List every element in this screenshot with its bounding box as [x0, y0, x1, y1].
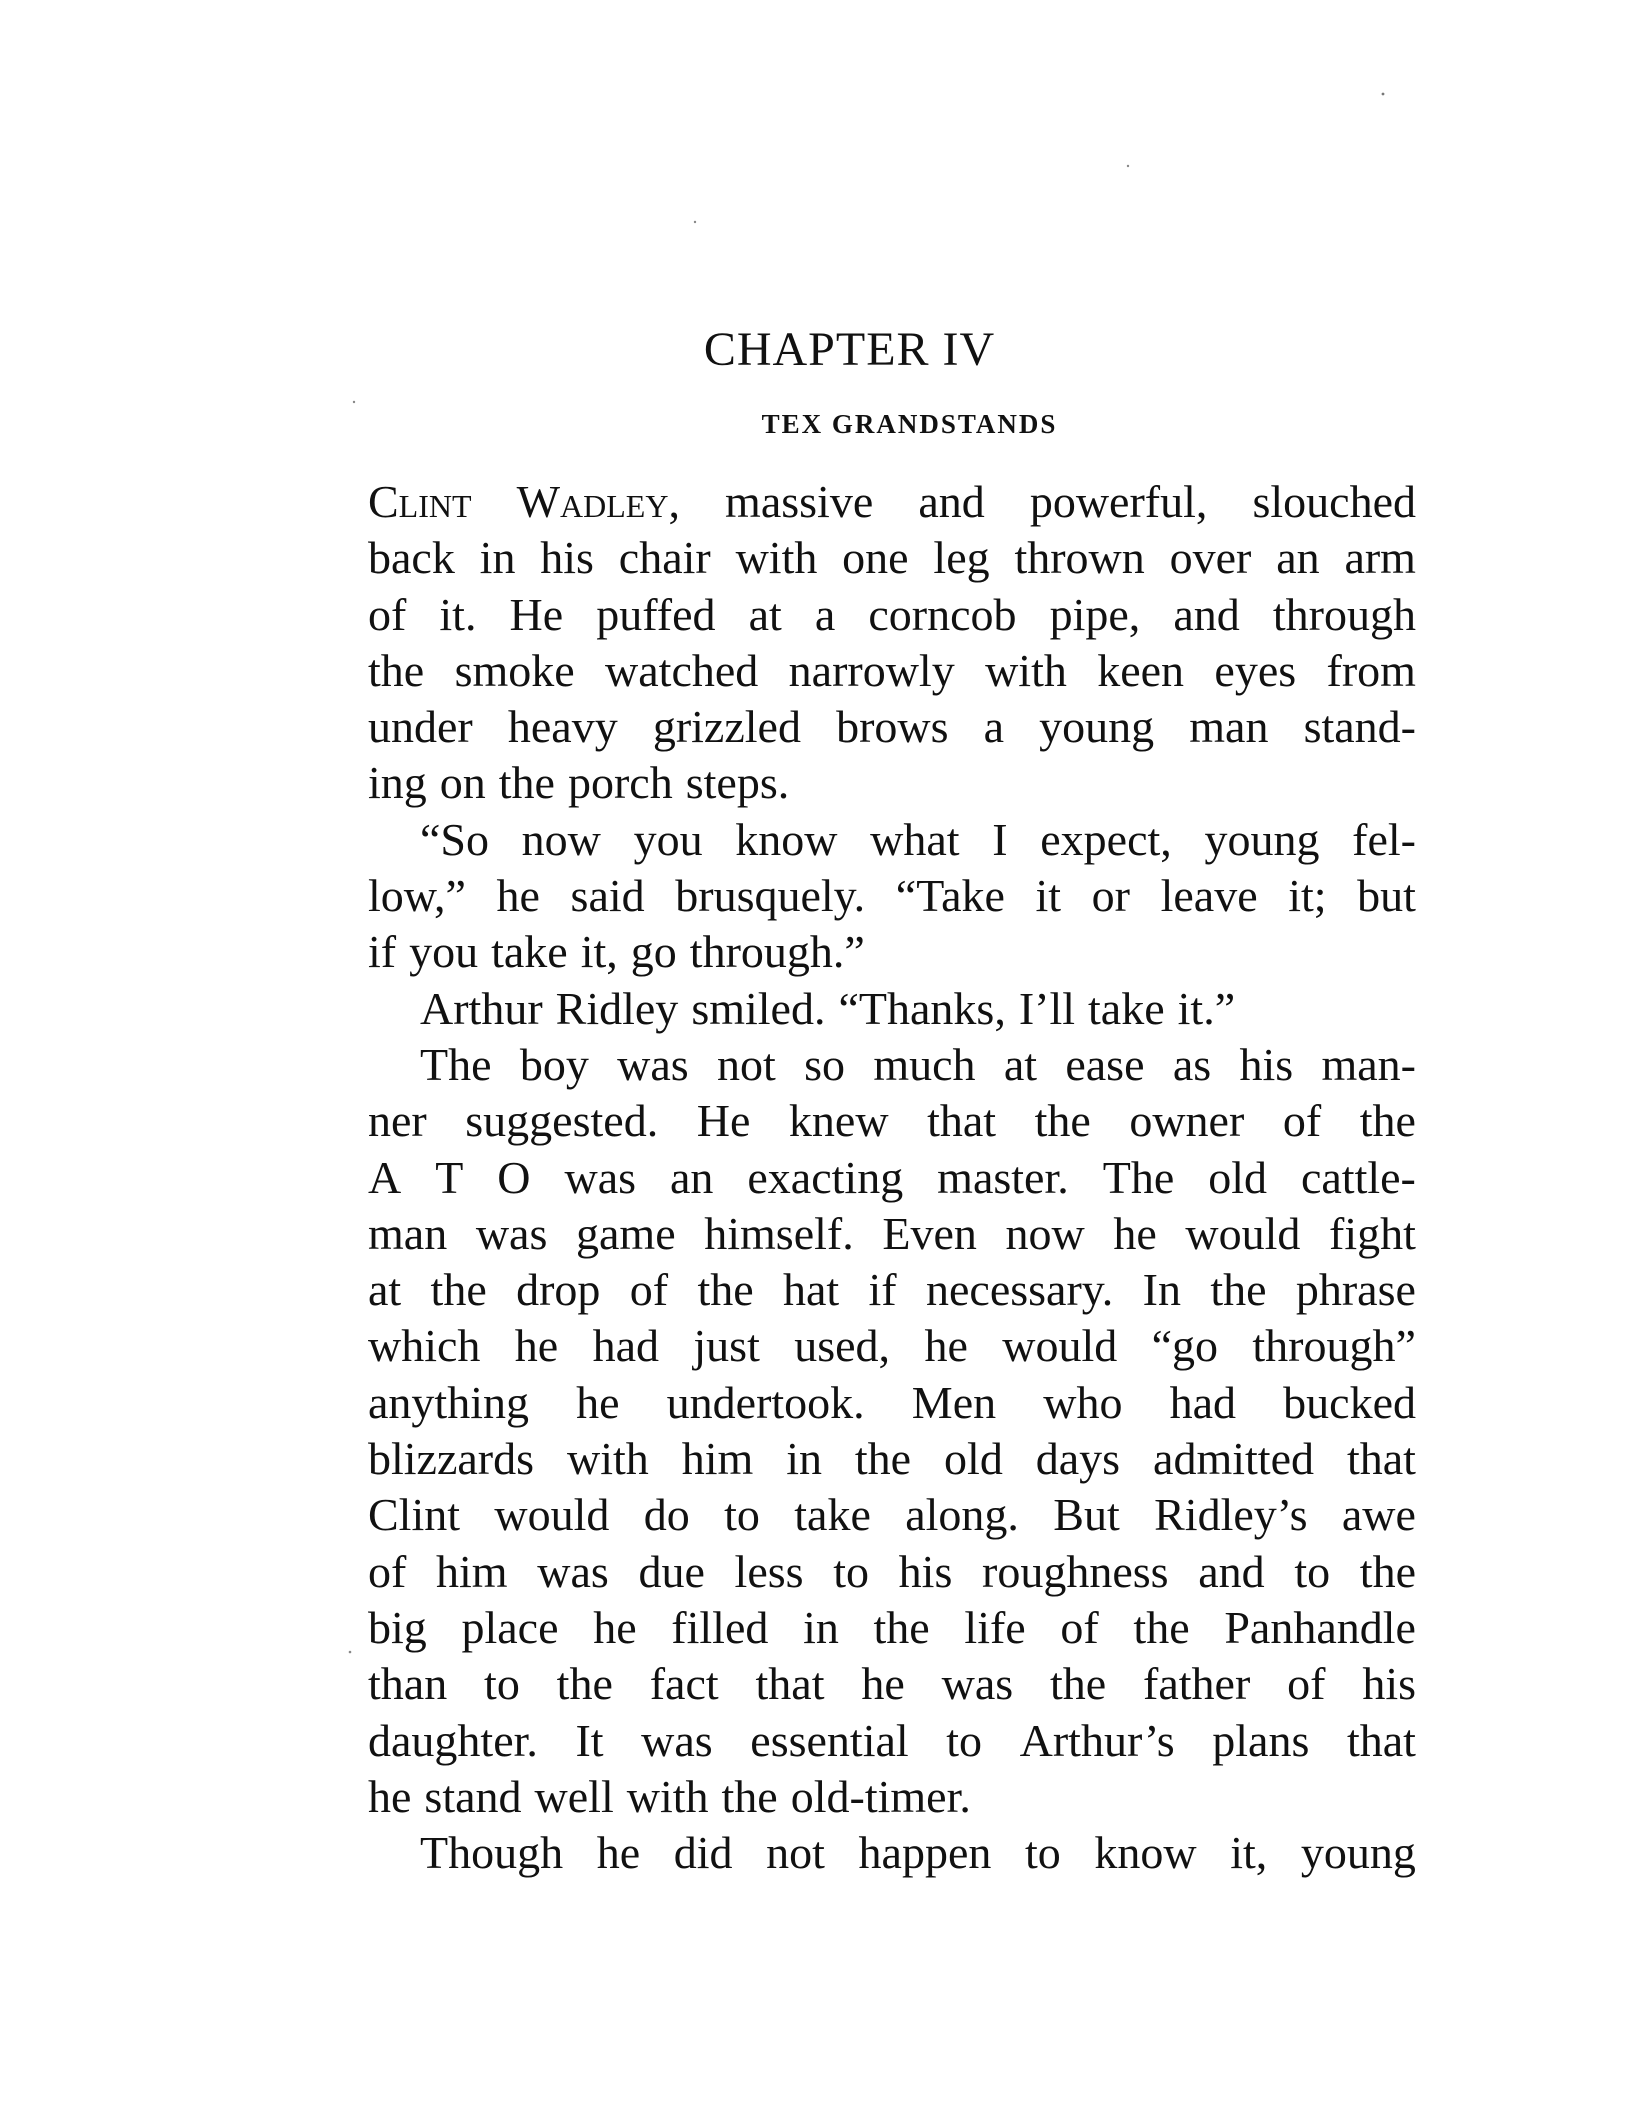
word: powerful, [1029, 476, 1208, 527]
word: the [556, 1658, 613, 1710]
word: brusquely. [675, 870, 866, 922]
word: chair [618, 532, 711, 584]
word: in [479, 532, 516, 584]
word: boy [519, 1038, 589, 1090]
word: you [409, 926, 479, 978]
word: suggested. [465, 1095, 659, 1147]
word: phrase [1295, 1264, 1416, 1316]
word: Even [882, 1207, 977, 1259]
chapter-subtitle: TEX GRANDSTANDS [761, 409, 1058, 439]
word: Though [420, 1827, 564, 1879]
word: in [803, 1601, 839, 1653]
word: “go [1151, 1320, 1219, 1372]
word: with [985, 644, 1067, 696]
word: The [420, 1038, 492, 1090]
word: his [1362, 1658, 1416, 1710]
word: narrowly [788, 644, 955, 696]
word: he [861, 1658, 905, 1710]
word: drop [516, 1264, 601, 1316]
word: I [992, 813, 1008, 865]
word: he [596, 1827, 641, 1879]
word: Arthur’s [1019, 1714, 1175, 1766]
word: corncob [868, 588, 1017, 640]
word: awe [1341, 1489, 1416, 1541]
opening-name-first: Clint [368, 476, 472, 527]
word: ing [368, 757, 427, 809]
word: cattle- [1300, 1151, 1416, 1203]
word: a [983, 701, 1005, 753]
word: would [494, 1489, 610, 1541]
word: man- [1321, 1038, 1416, 1090]
word: know [735, 813, 838, 865]
word: a [814, 588, 836, 640]
word: to [833, 1545, 869, 1597]
word: the [1049, 1658, 1107, 1710]
word: did [673, 1827, 733, 1879]
word: young [1039, 701, 1155, 753]
word: through” [1252, 1320, 1416, 1372]
word: keen [1097, 644, 1185, 696]
word: over [1169, 532, 1252, 584]
word: the [368, 644, 425, 696]
word: from [1326, 644, 1416, 696]
word: not [717, 1038, 776, 1090]
word: fel- [1352, 813, 1416, 865]
word: him [681, 1433, 754, 1485]
word: A [368, 1151, 402, 1203]
word: much [873, 1038, 976, 1090]
word: old [1208, 1151, 1267, 1203]
word: his [1239, 1038, 1294, 1090]
word: heavy [507, 701, 618, 753]
word: at [368, 1264, 402, 1316]
word: T [435, 1151, 464, 1203]
word: The [1102, 1151, 1175, 1203]
word: with [735, 532, 818, 584]
word: he [924, 1320, 968, 1372]
word: low,” [368, 870, 466, 922]
word: one [842, 532, 909, 584]
word: was [641, 1714, 713, 1766]
text-line [368, 1487, 1416, 1543]
word: at [748, 588, 782, 640]
word: the [721, 1770, 778, 1822]
word: was [475, 1207, 548, 1259]
word: man [1189, 701, 1269, 753]
word: young [1204, 813, 1320, 865]
word: take [794, 1489, 871, 1541]
word: would [1185, 1207, 1301, 1259]
text-line [368, 1206, 1416, 1262]
word: it. [439, 588, 477, 640]
word: and [1173, 588, 1240, 640]
word: fact [649, 1658, 719, 1710]
text-line [368, 530, 1416, 586]
word: the [1359, 1545, 1416, 1597]
text-line [368, 868, 1416, 924]
word: than [368, 1658, 448, 1710]
word: that [755, 1658, 825, 1710]
word: steps. [685, 757, 790, 809]
word: in [786, 1433, 822, 1485]
chapter-title: CHAPTER IV [703, 323, 996, 376]
word: smiled. [691, 982, 826, 1034]
word: stand- [1303, 701, 1416, 753]
text-line [368, 1656, 1416, 1712]
word: smoke [454, 644, 575, 696]
word: if [868, 1264, 897, 1316]
word: exacting [747, 1151, 904, 1203]
word: an [1276, 532, 1320, 584]
word: Arthur [420, 982, 543, 1034]
word: now [521, 813, 601, 865]
word: admitted [1153, 1433, 1314, 1485]
word: of [1060, 1601, 1099, 1653]
word: he [1113, 1207, 1157, 1259]
word: essential [750, 1714, 909, 1766]
word: that [1346, 1433, 1416, 1485]
text-line [368, 1318, 1416, 1374]
word: grizzled [652, 701, 801, 753]
word: had [592, 1320, 660, 1372]
word: you [633, 813, 703, 865]
text-line [368, 1769, 1416, 1825]
word: take [1088, 982, 1165, 1034]
word: necessary. [925, 1264, 1114, 1316]
word: “So [420, 813, 489, 865]
word: was [617, 1038, 689, 1090]
text-line [368, 1544, 1416, 1600]
word: leg [933, 532, 990, 584]
word: man [368, 1207, 448, 1259]
word: “Take [895, 870, 1005, 922]
word: take [491, 926, 568, 978]
word: brows [836, 701, 949, 753]
word: an [670, 1151, 714, 1203]
word: himself. [704, 1207, 854, 1259]
text-line [368, 1825, 1416, 1881]
text-line [368, 643, 1416, 699]
word: with [626, 1770, 709, 1822]
word: hat [782, 1264, 840, 1316]
word: at [1003, 1038, 1038, 1090]
text-line [368, 1093, 1416, 1149]
word: said [570, 870, 645, 922]
word: It [575, 1714, 604, 1766]
word: do [643, 1489, 690, 1541]
word: of [1282, 1095, 1322, 1147]
word: expect, [1040, 813, 1172, 865]
word: he [593, 1601, 637, 1653]
word: who [1043, 1376, 1123, 1428]
word: that [927, 1095, 997, 1147]
word: of [1287, 1658, 1326, 1710]
text-line [368, 924, 1416, 980]
text-line [368, 1431, 1416, 1487]
word: happen [858, 1827, 992, 1879]
word: the [1210, 1264, 1267, 1316]
word: he [368, 1770, 412, 1822]
word: ner [368, 1095, 427, 1147]
word: to [1294, 1545, 1331, 1597]
speck [694, 221, 696, 223]
word: In [1142, 1264, 1181, 1316]
text-line [368, 1600, 1416, 1656]
word: to [484, 1658, 520, 1710]
word: or [1091, 870, 1130, 922]
word: it, [580, 926, 618, 978]
word: the [498, 757, 555, 809]
word: the [873, 1601, 930, 1653]
word: with [566, 1433, 649, 1485]
word: the [1133, 1601, 1190, 1653]
word: the [1359, 1095, 1416, 1147]
word: Clint [368, 1489, 461, 1541]
speck [1127, 165, 1129, 167]
word: as [1172, 1038, 1212, 1090]
word: roughness [982, 1545, 1169, 1597]
word: life [964, 1601, 1026, 1653]
word: he [496, 870, 540, 922]
word: which [368, 1320, 481, 1372]
word: Men [911, 1376, 997, 1428]
text-line [368, 812, 1416, 868]
speck [353, 401, 355, 403]
word: his [898, 1545, 953, 1597]
word: puffed [596, 588, 716, 640]
word: on [439, 757, 486, 809]
speck [1382, 93, 1385, 96]
word: it.” [1177, 982, 1236, 1034]
word: the [697, 1264, 754, 1316]
word: to [724, 1489, 760, 1541]
word: Ridley’s [1154, 1489, 1308, 1541]
word: of [368, 588, 407, 640]
word: along. [905, 1489, 1019, 1541]
text-line [368, 1037, 1416, 1093]
word: game [576, 1207, 676, 1259]
word: He [509, 588, 564, 640]
word: porch [567, 757, 673, 809]
body-text [368, 474, 1416, 1881]
word: him [436, 1545, 508, 1597]
word: bucked [1283, 1376, 1416, 1428]
word: less [734, 1545, 804, 1597]
word: ease [1065, 1038, 1145, 1090]
word: watched [605, 644, 759, 696]
word: old-timer. [790, 1770, 971, 1822]
word: father [1143, 1658, 1251, 1710]
word: leave [1160, 870, 1258, 922]
word: what [870, 813, 960, 865]
text-line [368, 1150, 1416, 1206]
word: Panhandle [1224, 1601, 1416, 1653]
word: pipe, [1049, 588, 1141, 640]
word: so [804, 1038, 845, 1090]
word: was [941, 1658, 1014, 1710]
text-line [368, 1262, 1416, 1318]
word: that [1346, 1714, 1416, 1766]
word: master. [937, 1151, 1069, 1203]
word: of [368, 1545, 407, 1597]
word: owner [1129, 1095, 1245, 1147]
word: back [368, 532, 455, 584]
word: and [918, 476, 985, 527]
word: I’ll [1018, 982, 1076, 1034]
word: He [696, 1095, 751, 1147]
word: know [1094, 1827, 1197, 1879]
word: he [514, 1320, 559, 1372]
word: was [537, 1545, 609, 1597]
word: now [1005, 1207, 1085, 1259]
word: place [461, 1601, 559, 1653]
word: he [576, 1376, 620, 1428]
word: it; [1288, 870, 1327, 922]
word: arm [1344, 532, 1416, 584]
word: blizzards [368, 1433, 535, 1485]
word: anything [368, 1376, 529, 1428]
word: massive [725, 476, 874, 527]
word: filled [671, 1601, 769, 1653]
word: used, [794, 1320, 891, 1372]
word: it [1035, 870, 1062, 922]
word: was [564, 1151, 637, 1203]
text-line [368, 1375, 1416, 1431]
word: but [1357, 870, 1416, 922]
word: to [1024, 1827, 1061, 1879]
text-line [368, 474, 1416, 530]
word: to [946, 1714, 983, 1766]
word: the [430, 1264, 487, 1316]
word: plans [1212, 1714, 1310, 1766]
word: if [368, 926, 397, 978]
word: would [1002, 1320, 1118, 1372]
opening-name-last: Wadley, [516, 476, 680, 527]
word: days [1035, 1433, 1121, 1485]
word: the [854, 1433, 912, 1485]
word: go [630, 926, 677, 978]
word: his [540, 532, 594, 584]
word: through [1272, 588, 1416, 640]
word: O [497, 1151, 531, 1203]
word: of [629, 1264, 669, 1316]
word: slouched [1252, 476, 1416, 527]
word: under [368, 701, 473, 753]
text-line [368, 755, 1416, 811]
word: knew [788, 1095, 889, 1147]
word: and [1198, 1545, 1265, 1597]
word: daughter. [368, 1714, 538, 1766]
word: undertook. [666, 1376, 865, 1428]
word: through.” [689, 926, 865, 978]
text-line [368, 981, 1416, 1037]
text-line [368, 587, 1416, 643]
word: thrown [1014, 532, 1145, 584]
text-line [368, 699, 1416, 755]
word: just [693, 1320, 760, 1372]
word: Ridley [555, 982, 679, 1034]
word: eyes [1214, 644, 1297, 696]
word: big [368, 1601, 427, 1653]
word: stand [424, 1770, 522, 1822]
word: well [534, 1770, 614, 1822]
word: “Thanks, [838, 982, 1006, 1034]
word: had [1169, 1376, 1237, 1428]
word: the [1034, 1095, 1091, 1147]
word: due [638, 1545, 705, 1597]
word: it, [1230, 1827, 1268, 1879]
speck [349, 1651, 352, 1654]
word: not [766, 1827, 825, 1879]
text-line [368, 1713, 1416, 1769]
word: young [1300, 1827, 1416, 1879]
word: fight [1329, 1207, 1416, 1259]
word: But [1053, 1489, 1120, 1541]
word: old [944, 1433, 1003, 1485]
